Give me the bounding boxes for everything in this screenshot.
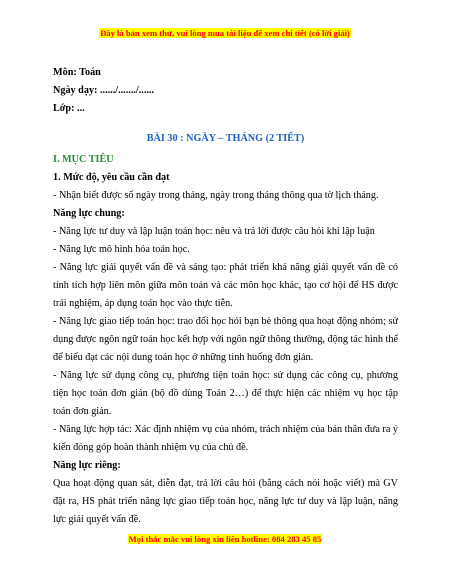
- general-competence-1: - Năng lực tư duy và lập luận toán học: nêu và trả lời được câu hỏi khi lập luận: [53, 226, 375, 237]
- preview-notice-text: Đây là bản xem thử, vui lòng mua tài liệu để xem chi tiết (có lời giải): [100, 28, 350, 38]
- general-competence-3: - Năng lực giải quyết vấn đề và sáng tạo: phát triển khả năng giải quyết vấn đề có tính tích hợp liên môn giữa môn toán và các môn học khác, tạo cơ hội để HS được trải nghiệm, áp dụng toán học vào thực tiễn.: [53, 262, 398, 309]
- heading-general-competence: Năng lực chung:: [53, 208, 125, 219]
- hotline-banner: [0, 534, 450, 545]
- subject-line: Môn: Toán: [53, 67, 101, 78]
- lesson-title: BÀI 30 : NGÀY – THÁNG (2 TIẾT): [146, 133, 305, 144]
- requirement-line: - Nhận biết được số ngày trong tháng, ngày trong tháng thông qua tờ lịch tháng.: [53, 190, 379, 201]
- document-page: [53, 64, 398, 529]
- general-competence-2: - Năng lực mô hình hóa toán học.: [53, 244, 190, 255]
- section-objectives: I. MỤC TIÊU: [53, 154, 114, 165]
- general-competence-5: - Năng lực sử dụng công cụ, phương tiện toán học: sử dụng các công cụ, phương tiện học toán đơn giản (bộ đồ dùng Toán 2…) để thực hiện các nhiệm vụ học tập toán đơn giản.: [53, 370, 398, 417]
- general-competence-6: - Năng lực hợp tác: Xác định nhiệm vụ của nhóm, trách nhiệm của bản thân đưa ra ý kiến đóng góp hoàn thành nhiệm vụ của chủ đề.: [53, 424, 398, 453]
- class-line: Lớp: ...: [53, 103, 85, 114]
- date-line: Ngày dạy: ....../......./......: [53, 85, 155, 96]
- hotline-text: Mọi thắc mắc vui lòng xin liên hotline: 084 283 45 85: [128, 534, 322, 544]
- specific-competence-1: Qua hoạt động quan sát, diễn đạt, trả lời câu hỏi (bằng cách nói hoặc viết) mà GV đặt ra, HS phát triển năng lực giao tiếp toán học, năng lực tư duy và lập luận, năng lực giải quyết vấn đề.: [53, 478, 398, 525]
- general-competence-4: - Năng lực giao tiếp toán học: trao đổi học hỏi bạn bè thông qua hoạt động nhóm; sử dụng được ngôn ngữ toán học kết hợp với ngôn ngữ thông thường, động tác hình thể để biểu đạt các nội dung toán học ở những tình huống đơn giản.: [53, 316, 398, 363]
- heading-requirements: 1. Mức độ, yêu cầu cần đạt: [53, 172, 170, 183]
- preview-notice-banner: [0, 28, 450, 39]
- heading-specific-competence: Năng lực riêng:: [53, 460, 121, 471]
